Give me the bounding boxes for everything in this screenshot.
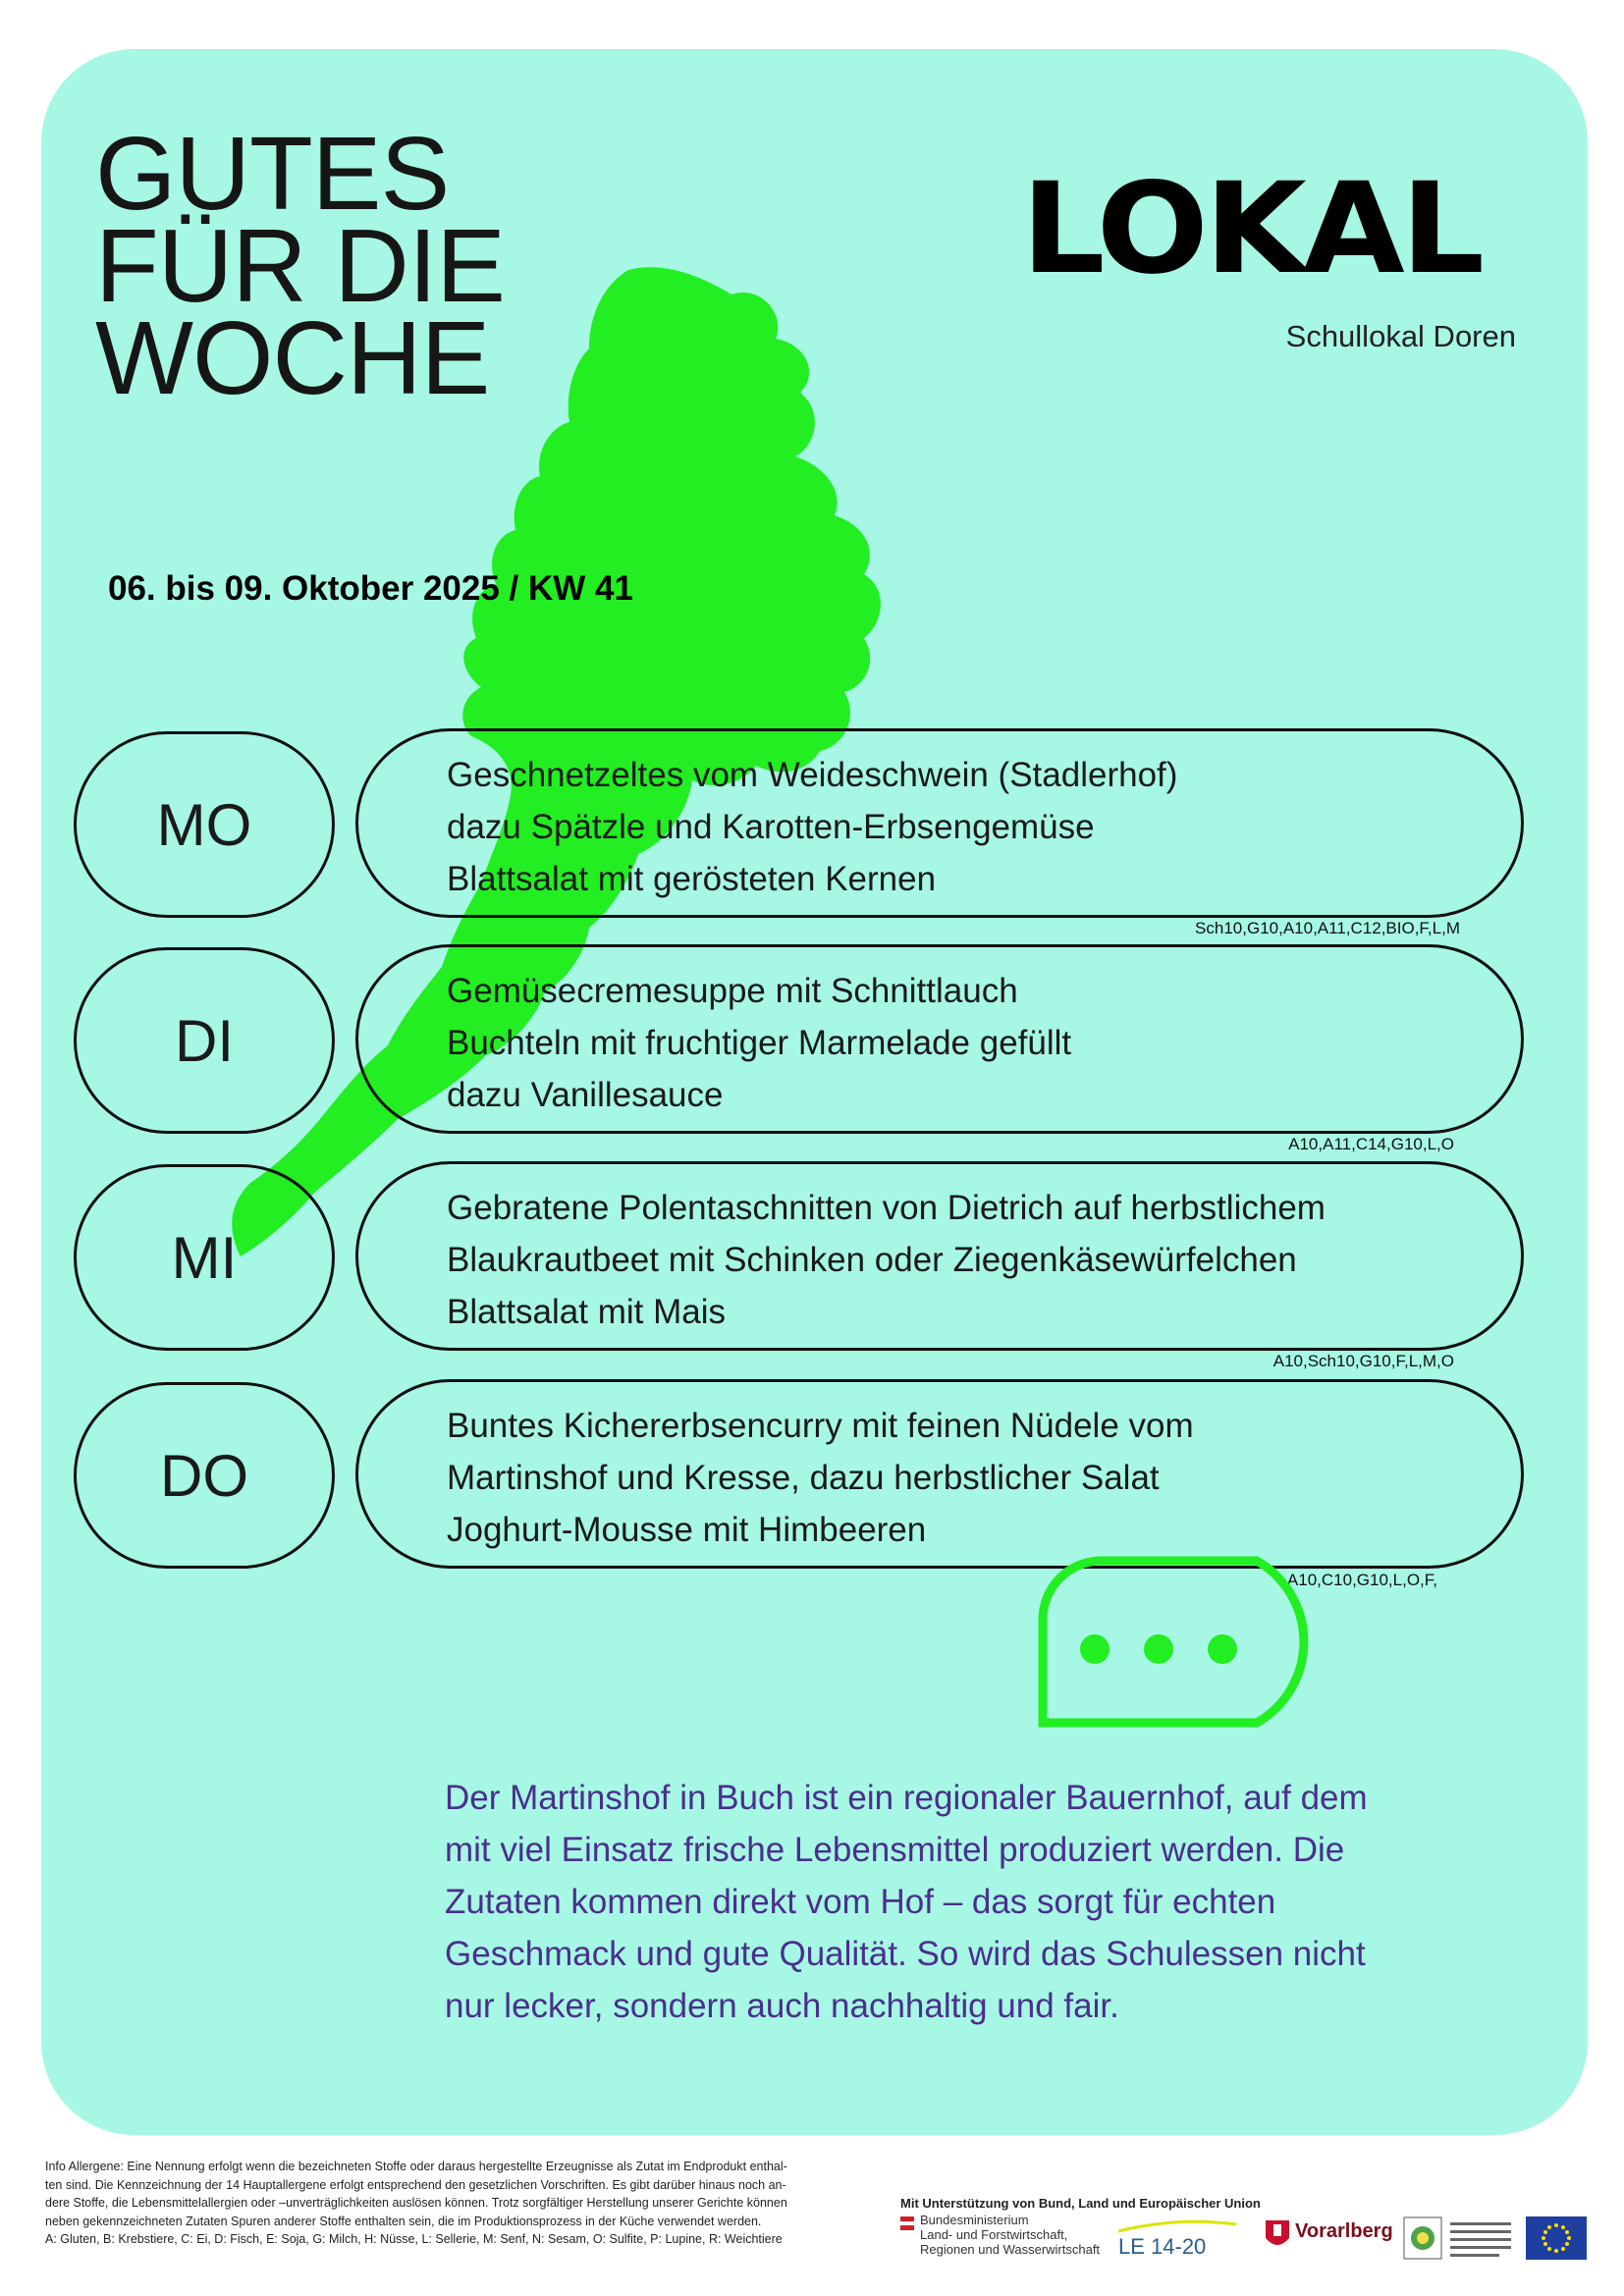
info-line: A: Gluten, B: Krebstiere, C: Ei, D: Fisch, E: Soja, G: Milch, H: Nüsse, L: Sellerie, M: Senf, N: Sesam, O: Sulfite, P: Lupine, R: Weichtiere [45, 2232, 783, 2246]
eafrd-text-block [1450, 2216, 1519, 2260]
menu-line: Blaukrautbeet mit Schinken oder Ziegenkäsewürfelchen [447, 1241, 1297, 1279]
ministry-line: Bundesministerium [920, 2213, 1029, 2227]
page-title [95, 116, 505, 416]
week-range: 06. bis 09. Oktober 2025 / KW 41 [108, 569, 633, 608]
menu-text [447, 1182, 1326, 1338]
title-line-3: WOCHE [95, 300, 490, 416]
lokal-logo: LOKAL [1021, 156, 1481, 302]
subtitle: Schullokal Doren [1285, 319, 1516, 353]
austria-flag-icon [900, 2216, 914, 2230]
le-logo [1118, 2216, 1236, 2275]
story-line: mit viel Einsatz frische Lebensmittel produziert werden. Die [445, 1831, 1345, 1869]
sponsor-logos [900, 2213, 1588, 2275]
title-line-2: FÜR DIE [95, 208, 505, 324]
ministry-line: Land- und Forstwirtschaft, [920, 2227, 1068, 2242]
menu-text [447, 1400, 1194, 1556]
day-badge-mo: MO [74, 731, 335, 918]
menu-line: Martinshof und Kresse, dazu herbstlicher Salat [447, 1459, 1160, 1497]
menu-line: Joghurt-Mousse mit Himbeeren [447, 1511, 927, 1549]
story-line: Der Martinshof in Buch ist ein regionaler Bauernhof, auf dem [445, 1779, 1368, 1817]
menu-line: Gebratene Polentaschnitten von Dietrich auf herbstlichem [447, 1189, 1326, 1227]
allergen-codes-di: A10,A11,C14,G10,L,O [1288, 1135, 1454, 1153]
eu-flag-icon [1526, 2216, 1587, 2260]
allergen-codes-mo: Sch10,G10,A10,A11,C12,BIO,F,L,M [1195, 919, 1460, 937]
day-badge-do: DO [74, 1382, 335, 1569]
info-line: neben gekennzeichneten Zutaten Spuren anderer Stoffe enthalten sein, die im Produktionsprozess in der Küche verwendet werden. [45, 2214, 762, 2228]
ministry-text [920, 2213, 1100, 2257]
eafrd-text-icon [1450, 2216, 1519, 2260]
menu-item-do [355, 1379, 1524, 1569]
menu-text [447, 965, 1071, 1121]
story-line: Zutaten kommen direkt vom Hof – das sorgt für echten [445, 1883, 1276, 1921]
menu-text [447, 749, 1177, 905]
menu-line: Buntes Kichererbsencurry mit feinen Nüdele vom [447, 1407, 1194, 1445]
vorarlberg-crest-icon [1264, 2218, 1291, 2252]
story-line: nur lecker, sondern auch nachhaltig und fair. [445, 1987, 1119, 2025]
menu-line: dazu Vanillesauce [447, 1076, 724, 1114]
menu-line: Blattsalat mit gerösteten Kernen [447, 860, 937, 898]
menu-item-mi [355, 1161, 1524, 1351]
story-line: Geschmack und gute Qualität. So wird das Schulessen nicht [445, 1935, 1366, 1973]
vorarlberg-logo [1264, 2216, 1391, 2275]
menu-line: dazu Spätzle und Karotten-Erbsengemüse [447, 808, 1095, 846]
title-line-1: GUTES [95, 116, 450, 232]
allergen-codes-mi: A10,Sch10,G10,F,L,M,O [1272, 1352, 1454, 1370]
ministry-line: Regionen und Wasserwirtschaft [920, 2242, 1101, 2257]
allergen-codes-do: A10,C10,G10,L,O,F, [1286, 1571, 1437, 1589]
menu-line: Blattsalat mit Mais [447, 1293, 726, 1331]
le-swoosh-icon [1118, 2216, 1236, 2236]
allergen-info [45, 2158, 890, 2249]
chat-bubble-icon [1031, 1551, 1365, 1747]
menu-line: Buchteln mit fruchtiger Marmelade gefüllt [447, 1024, 1072, 1062]
info-line: Info Allergene: Eine Nennung erfolgt wenn die bezeichneten Stoffe oder daraus hergestellte Erzeugnisse als Zutat im Endprodukt enthal- [45, 2160, 787, 2173]
menu-item-mo [355, 728, 1524, 918]
ministry-logo [900, 2213, 1101, 2275]
support-title: Mit Unterstützung von Bund, Land und Europäischer Union [900, 2196, 1261, 2211]
menu-line: Gemüsecremesuppe mit Schnittlauch [447, 972, 1018, 1010]
day-badge-di: DI [74, 947, 335, 1134]
leader-logo [1403, 2216, 1442, 2260]
info-line: ten sind. Die Kennzeichnung der 14 Hauptallergene erfolgt entsprechend den gesetzlichen Vorschriften. Es gibt darüber hinaus noch an- [45, 2177, 786, 2192]
menu-line: Geschnetzeltes vom Weideschwein (Stadlerhof) [447, 756, 1178, 794]
vorarlberg-logo-text: Vorarlberg [1295, 2220, 1393, 2242]
le-logo-text: LE 14-20 [1118, 2234, 1207, 2259]
info-line: dere Stoffe, die Lebensmittelallergien oder –unverträglichkeiten auslösen können. Trotz sorgfältiger Herstellung unserer Gerichte können [45, 2196, 787, 2210]
day-badge-mi: MI [74, 1164, 335, 1351]
menu-item-di [355, 944, 1524, 1134]
eu-flag [1526, 2216, 1587, 2260]
farm-story [445, 1772, 1554, 2032]
leader-emblem-icon [1403, 2216, 1442, 2260]
